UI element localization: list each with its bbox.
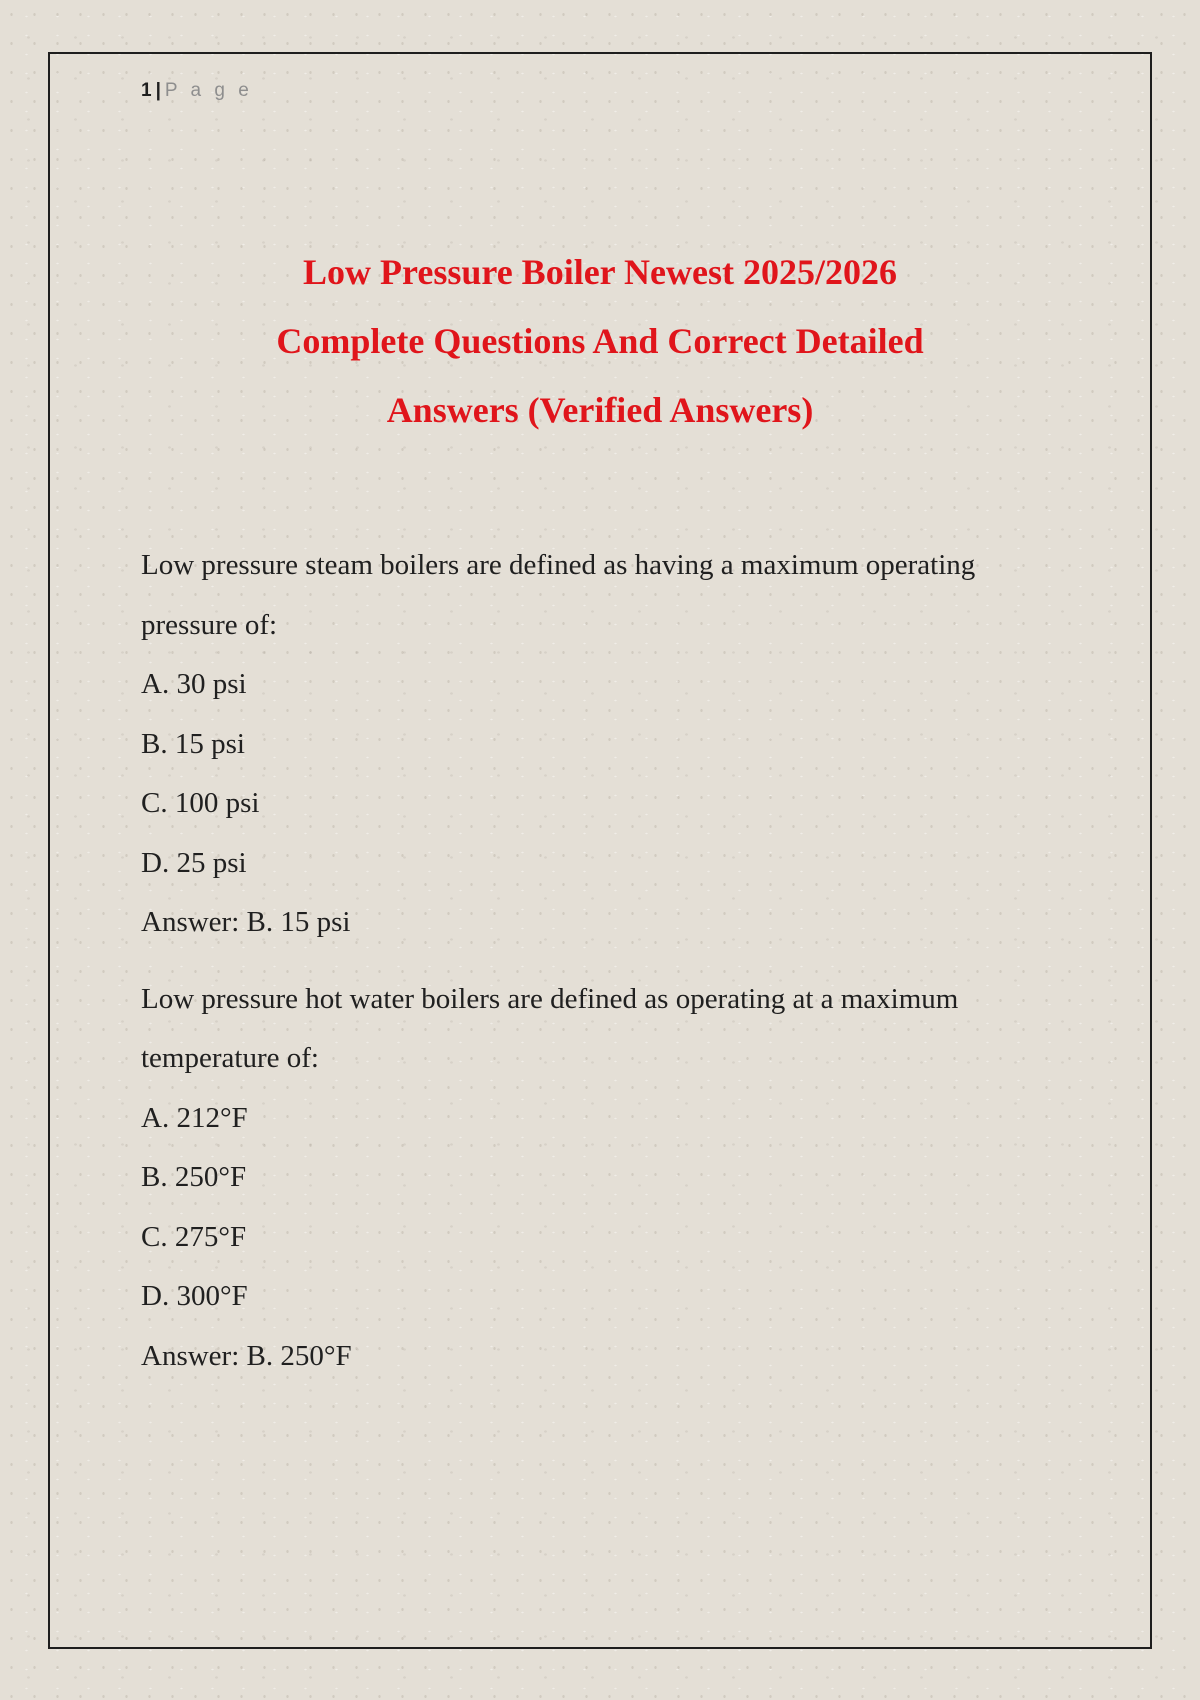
page-header — [141, 80, 253, 102]
title-line-3: Answers (Verified Answers) — [386, 390, 814, 430]
question-1-answer: Answer: B. 15 psi — [141, 906, 351, 938]
question-2-option-d: D. 300°F — [141, 1280, 248, 1312]
question-2-stem-line-1: Low pressure hot water boilers are defined as operating at a maximum — [141, 982, 959, 1015]
question-2-stem-line-2: temperature of: — [141, 1042, 319, 1074]
title-line-1: Low Pressure Boiler Newest 2025/2026 — [303, 252, 897, 292]
page-separator: | — [155, 80, 162, 101]
question-2 — [141, 970, 1081, 1387]
title-line-2: Complete Questions And Correct Detailed — [276, 321, 924, 361]
question-2-option-c: C. 275°F — [141, 1220, 247, 1253]
question-2-option-a: A. 212°F — [141, 1101, 248, 1134]
question-2-answer: Answer: B. 250°F — [141, 1339, 352, 1372]
question-1-stem-line-2: pressure of: — [141, 608, 278, 641]
question-1-stem-line-1: Low pressure steam boilers are defined as having a maximum operating — [141, 549, 976, 581]
question-1 — [141, 536, 1081, 953]
question-1-option-d: D. 25 psi — [141, 846, 247, 879]
question-1-option-b: B. 15 psi — [141, 727, 245, 760]
page-label: P a g e — [164, 80, 253, 101]
questions-section — [141, 536, 1081, 1386]
question-2-option-b: B. 250°F — [141, 1161, 247, 1193]
question-1-option-a: A. 30 psi — [141, 668, 247, 700]
page-number: 1 — [141, 80, 153, 101]
document-title — [150, 238, 1050, 445]
question-1-option-c: C. 100 psi — [141, 787, 260, 819]
